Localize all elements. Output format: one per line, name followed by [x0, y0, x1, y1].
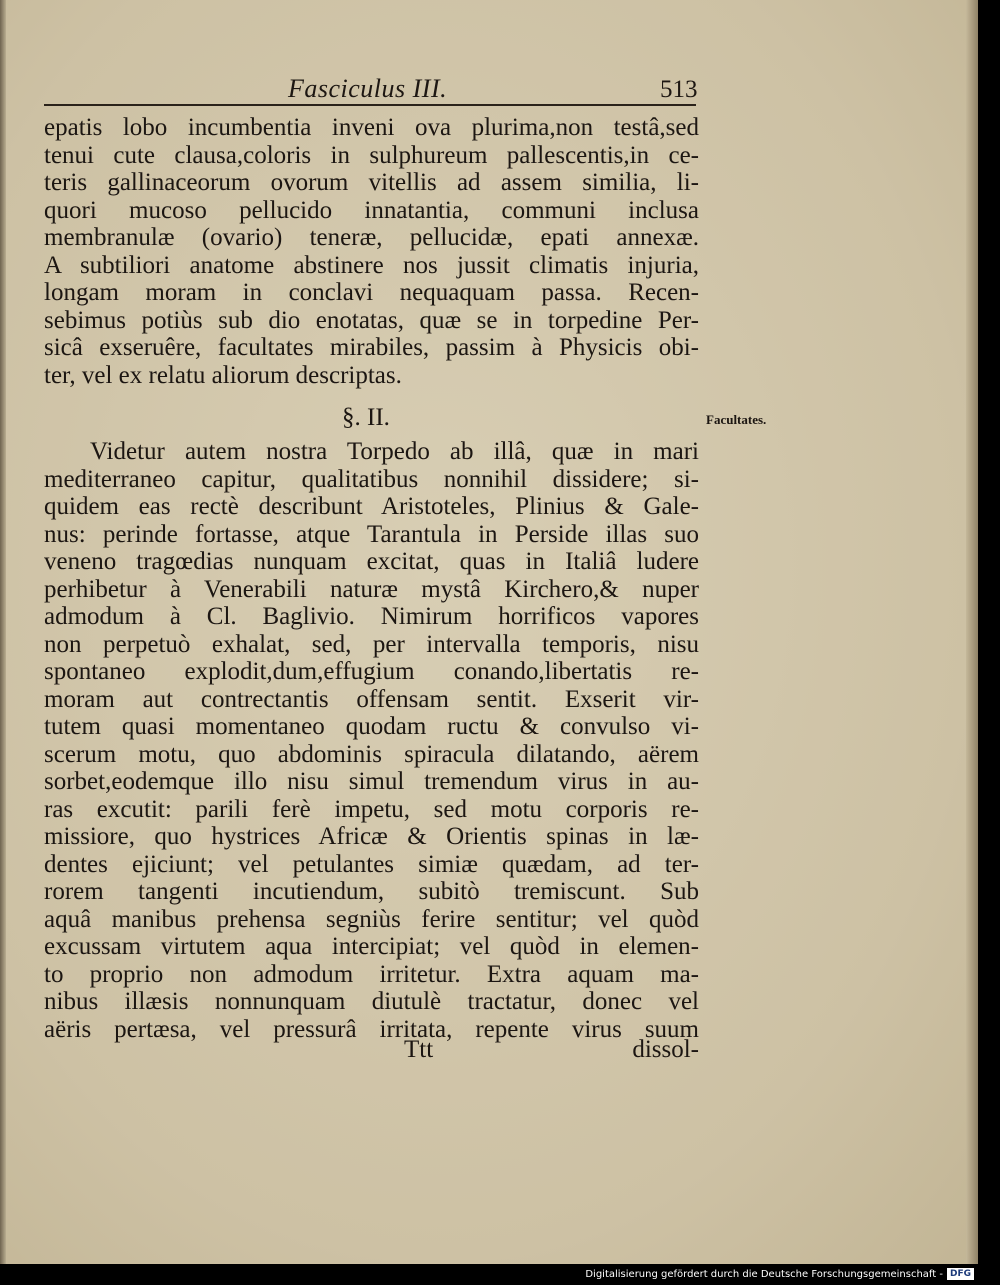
text-line: perhibetur à Venerabili naturæ mystâ Kirchero,& nuper	[44, 575, 699, 603]
text-line: Videtur autem nostra Torpedo ab illâ, quæ in mari	[90, 438, 699, 465]
page-number: 513	[660, 76, 698, 103]
text-line: excussam virtutem aqua intercipiat; vel quòd in elemen-	[44, 933, 699, 960]
section-heading: §. II.	[342, 404, 390, 431]
paragraph-2	[44, 438, 699, 1043]
funding-credit: Digitalisierung gefördert durch die Deutsche Forschungsgemeinschaft -	[585, 1268, 943, 1280]
text-line: sicâ exseruêre, facultates mirabiles, passim à Physicis obi-	[44, 334, 699, 361]
text-line: A subtiliori anatome abstinere nos jussit climatis injuria,	[44, 251, 699, 279]
text-line: tenui cute clausa,coloris in sulphureum pallescentis,in ce-	[44, 141, 699, 169]
header-rule	[44, 104, 696, 106]
text-line: admodum à Cl. Baglivio. Nimirum horrificos vapores	[44, 603, 699, 630]
text-line: nus: perinde fortasse, atque Tarantula in Perside illas suo	[44, 520, 699, 548]
text-line: non perpetuò exhalat, sed, per intervalla temporis, nisu	[44, 630, 699, 658]
text-line: rorem tangenti incutiendum, subitò tremiscunt. Sub	[44, 878, 699, 905]
text-line: spontaneo explodit,dum,effugium conando,libertatis re-	[44, 658, 699, 685]
text-line: epatis lobo incumbentia inveni ova plurima,non testâ,sed	[44, 114, 699, 141]
digitization-footer	[585, 1268, 974, 1280]
text-line: scerum motu, quo abdominis spiracula dilatando, aërem	[44, 740, 699, 768]
text-line: aquâ manibus prehensa segniùs ferire sentitur; vel quòd	[44, 905, 699, 933]
text-line: sebimus potiùs sub dio enotatas, quæ se in torpedine Per-	[44, 306, 699, 334]
page-gutter-shadow	[0, 0, 6, 1264]
running-title: Fasciculus III.	[288, 74, 448, 103]
dfg-logo: DFG	[947, 1268, 974, 1280]
running-head	[0, 74, 978, 108]
text-line: tutem quasi momentaneo quodam ructu & convulso vi-	[44, 713, 699, 740]
text-line: moram aut contrectantis offensam sentit. Exserit vir-	[44, 685, 699, 713]
text-line: ras excutit: parili ferè impetu, sed motu corporis re-	[44, 795, 699, 823]
text-line: longam moram in conclavi nequaquam passa. Recen-	[44, 279, 699, 306]
text-line: to proprio non admodum irritetur. Extra aquam ma-	[44, 960, 699, 988]
text-line: teris gallinaceorum ovorum vitellis ad assem similia, li-	[44, 169, 699, 196]
text-line: sorbet,eodemque illo nisu simul tremendum virus in au-	[44, 768, 699, 795]
margin-note: Facultates.	[706, 412, 767, 427]
text-line: mediterraneo capitur, qualitatibus nonnihil dissidere; si-	[44, 465, 699, 493]
text-line: quori mucoso pellucido innatantia, communi inclusa	[44, 196, 699, 224]
catchword: dissol-	[632, 1036, 699, 1063]
text-line: ter, vel ex relatu aliorum descriptas.	[44, 361, 402, 389]
page-edge-shadow	[966, 0, 978, 1264]
text-line: nibus illæsis nonnunquam diutulè tractatur, donec vel	[44, 988, 699, 1015]
text-line: dentes ejiciunt; vel petulantes simiæ quædam, ad ter-	[44, 850, 699, 878]
text-line: veneno tragœdias nunquam excitat, quas in Italiâ ludere	[44, 548, 699, 575]
catchword-row	[44, 1036, 699, 1064]
text-line: quidem eas rectè describunt Aristoteles, Plinius & Gale-	[44, 493, 699, 520]
text-line: membranulæ (ovario) teneræ, pellucidæ, epati annexæ.	[44, 224, 699, 251]
text-line: missiore, quo hystrices Africæ & Orientis spinas in læ-	[44, 823, 699, 850]
text-line: aëris pertæsa, vel pressurâ irritata, repente virus suum	[44, 1015, 699, 1043]
signature-mark: Ttt	[404, 1036, 434, 1063]
paragraph-1	[44, 114, 699, 389]
